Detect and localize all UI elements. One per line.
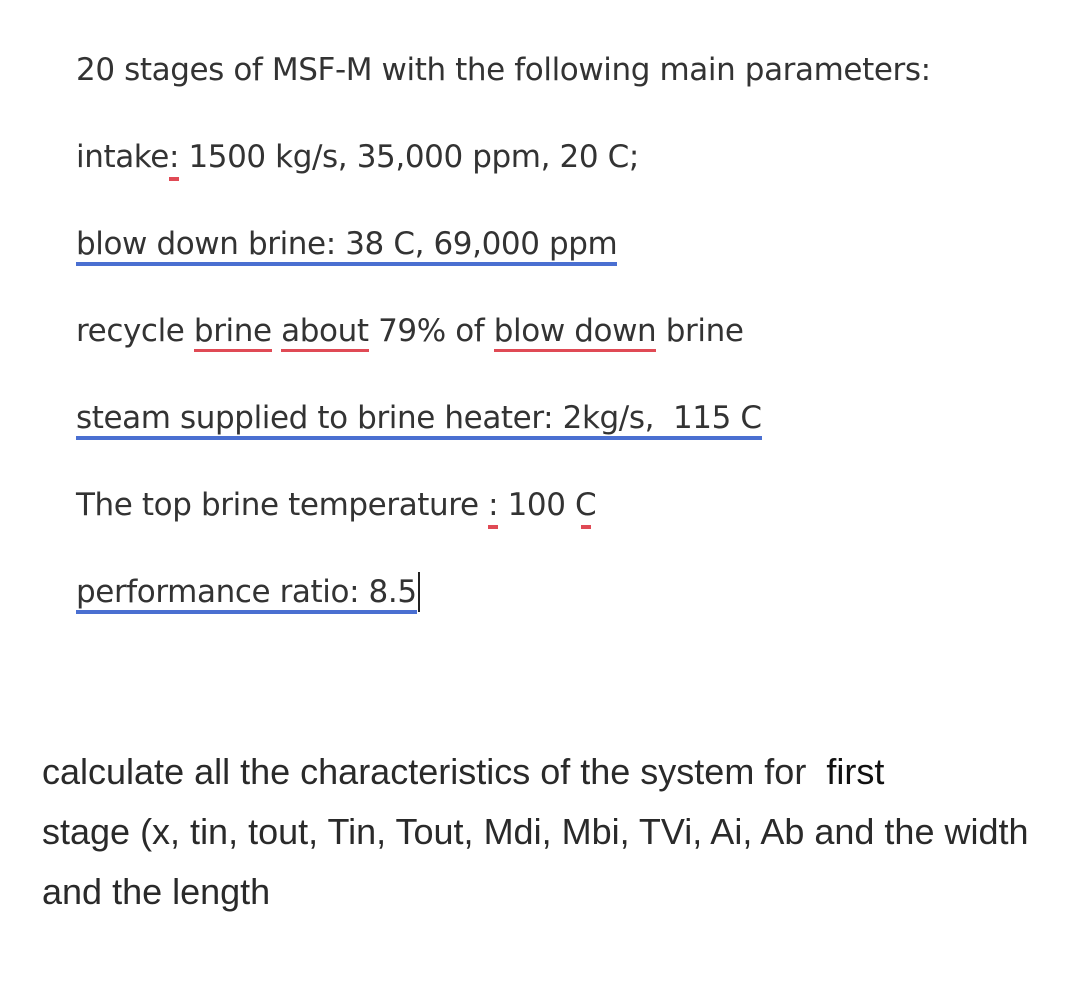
tbt-colon: : xyxy=(488,487,499,523)
tbt-value: 100 xyxy=(498,487,576,523)
intake-line xyxy=(76,137,639,177)
intake-label: intake xyxy=(76,139,169,175)
recycle-mid: 79% of xyxy=(368,313,494,349)
recycle-word-about: about xyxy=(281,313,368,352)
recycle-prefix: recycle xyxy=(76,313,194,349)
tbt-label: The top brine temperature xyxy=(76,487,489,523)
performance-line xyxy=(76,572,420,612)
tbt-line xyxy=(76,485,596,525)
question-start: calculate all the characteristics of the system for xyxy=(42,751,807,792)
intake-value: 1500 kg/s, 35,000 ppm, 20 C; xyxy=(178,139,639,175)
question-highlight: first xyxy=(826,751,885,792)
performance-text: performance ratio: 8.5 xyxy=(76,574,417,614)
text-cursor xyxy=(418,572,420,612)
steam-text: steam supplied to brine heater: 2kg/s, 115 C xyxy=(76,400,762,440)
question-end: stage (x, tin, tout, Tin, Tout, Mdi, Mbi, TVi, Ai, Ab and the width and the length xyxy=(42,811,1029,912)
question-text xyxy=(42,742,1052,922)
recycle-suffix: brine xyxy=(656,313,744,349)
blowdown-line xyxy=(76,224,617,264)
intake-colon: : xyxy=(168,139,179,175)
recycle-word-brine: brine xyxy=(194,313,272,352)
blowdown-text: blow down brine: 38 C, 69,000 ppm xyxy=(76,226,617,266)
parameters-heading: 20 stages of MSF-M with the following main parameters: xyxy=(76,52,931,88)
steam-line xyxy=(76,398,762,438)
recycle-word-blowdown: blow down xyxy=(494,313,657,352)
tbt-unit: C xyxy=(575,487,597,523)
recycle-line xyxy=(76,311,744,351)
